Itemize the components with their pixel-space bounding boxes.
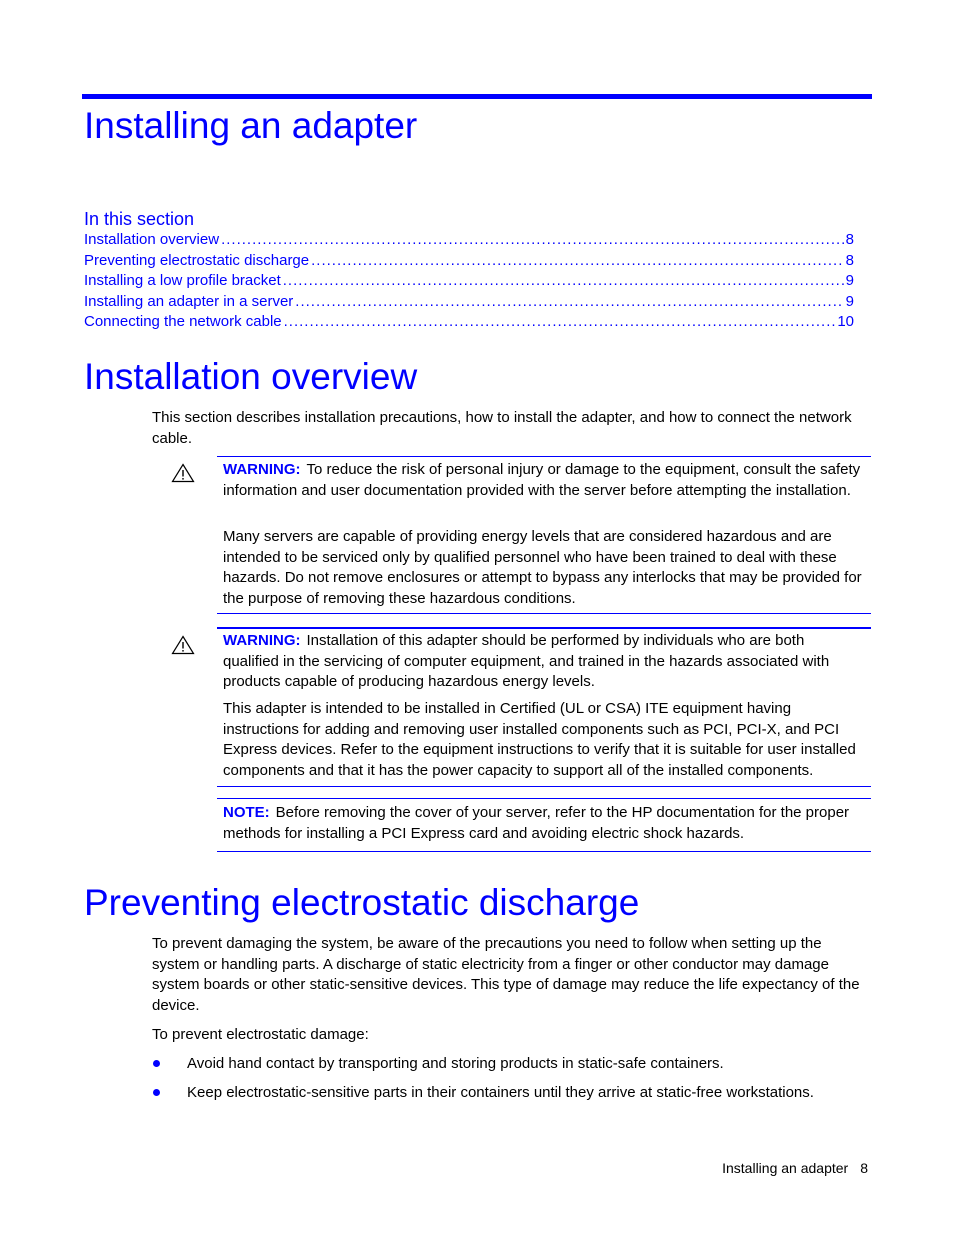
box-top-rule — [217, 627, 871, 629]
warning-box-2 — [217, 627, 871, 787]
warning-2-text — [223, 631, 863, 693]
toc-entry-page[interactable]: 9 — [845, 292, 854, 310]
toc-entry-page[interactable]: 8 — [845, 231, 854, 248]
toc-entry[interactable] — [84, 312, 854, 333]
list-item-text: Avoid hand contact by transporting and storing products in static-safe containers. — [187, 1055, 724, 1072]
warning-icon — [171, 463, 195, 483]
note-body: Before removing the cover of your server, refer to the HP documentation for the proper methods for installing a PCI Express card and avoiding electric shock hazards. — [223, 804, 850, 842]
warning-icon — [171, 635, 195, 655]
warning-1-body: To reduce the risk of personal injury or damage to the equipment, consult the safety information and user documentation provided with the server before attempting the installation. — [223, 461, 861, 499]
toc-entry-page[interactable]: 8 — [845, 251, 854, 269]
section-title-esd: Preventing electrostatic discharge — [84, 882, 640, 923]
toc-heading: In this section — [84, 209, 195, 229]
esd-paragraph-2: To prevent electrostatic damage: — [152, 1026, 369, 1043]
toc-entry-page[interactable]: 9 — [845, 272, 854, 290]
footer-page-number: 8 — [860, 1160, 868, 1176]
note-text — [223, 803, 863, 844]
toc-entry-page[interactable]: 10 — [837, 313, 854, 331]
warning-label: WARNING: — [223, 461, 301, 478]
box-bottom-rule — [217, 851, 871, 852]
section-title-overview: Installation overview — [84, 356, 418, 397]
toc-entry[interactable] — [84, 292, 854, 313]
note-label: NOTE: — [223, 804, 270, 821]
toc-entry-title[interactable]: Installation overview — [84, 231, 220, 248]
page-footer — [722, 1158, 868, 1178]
toc-leader — [221, 230, 844, 251]
toc-entry[interactable] — [84, 271, 854, 292]
esd-bullet-list — [152, 1054, 872, 1112]
toc-leader — [311, 251, 844, 272]
toc-entry-title[interactable]: Installing a low profile bracket — [84, 272, 281, 290]
toc-leader — [295, 292, 843, 313]
list-item — [152, 1083, 872, 1112]
bullet-icon — [153, 1060, 160, 1067]
toc-entry[interactable] — [84, 230, 854, 251]
toc-leader — [283, 271, 844, 292]
warning-2-text-2: This adapter is intended to be installed in Certified (UL or CSA) ITE equipment having instructions for adding and removing user installed components such as PCI, PCI-X, and PCI Express devices. Refer to the equipment instructions to verify that it is suitable for user installed components and that it has the power capacity to support all of the installed components. — [223, 700, 856, 779]
toc-entry-title[interactable]: Preventing electrostatic discharge — [84, 251, 310, 269]
warning-box-1 — [217, 456, 871, 614]
box-bottom-rule — [217, 786, 871, 787]
box-bottom-rule — [217, 613, 871, 614]
list-item — [152, 1054, 872, 1083]
footer-section-title: Installing an adapter — [722, 1160, 849, 1176]
overview-intro: This section describes installation precautions, how to install the adapter, and how to connect the network cable. — [152, 409, 852, 447]
warning-1-text — [223, 460, 863, 501]
toc-entry-title[interactable]: Connecting the network cable — [84, 313, 282, 331]
toc-leader — [284, 312, 836, 333]
toc-entry-title[interactable]: Installing an adapter in a server — [84, 292, 294, 310]
note-box — [217, 798, 871, 852]
warning-1-text-2: Many servers are capable of providing energy levels that are considered hazardous and are intended to be serviced only by qualified personnel who have been trained to deal with these hazards. Do not remove enclosures or attempt to bypass any interlocks that may be provided for the purpose of removing these hazardous conditions. — [223, 528, 862, 607]
chapter-top-rule — [82, 94, 872, 99]
list-item-text: Keep electrostatic-sensitive parts in their containers until they arrive at static-free workstations. — [187, 1084, 814, 1101]
box-top-rule — [217, 798, 871, 799]
bullet-icon — [153, 1089, 160, 1096]
toc-entry[interactable] — [84, 251, 854, 272]
box-top-rule — [217, 456, 871, 457]
warning-2-body: Installation of this adapter should be performed by individuals who are both qualified in the servicing of computer equipment, and trained in the hazards associated with products capable of producing hazardous energy levels. — [223, 632, 830, 691]
chapter-title: Installing an adapter — [84, 105, 418, 146]
warning-label: WARNING: — [223, 632, 301, 649]
toc-list — [84, 230, 854, 333]
esd-paragraph-1: To prevent damaging the system, be aware of the precautions you need to follow when setting up the system or handling parts. A discharge of static electricity from a finger or other conductor may damage system boards or other static-sensitive devices. This type of damage may reduce the life expectancy of the device. — [152, 935, 860, 1014]
